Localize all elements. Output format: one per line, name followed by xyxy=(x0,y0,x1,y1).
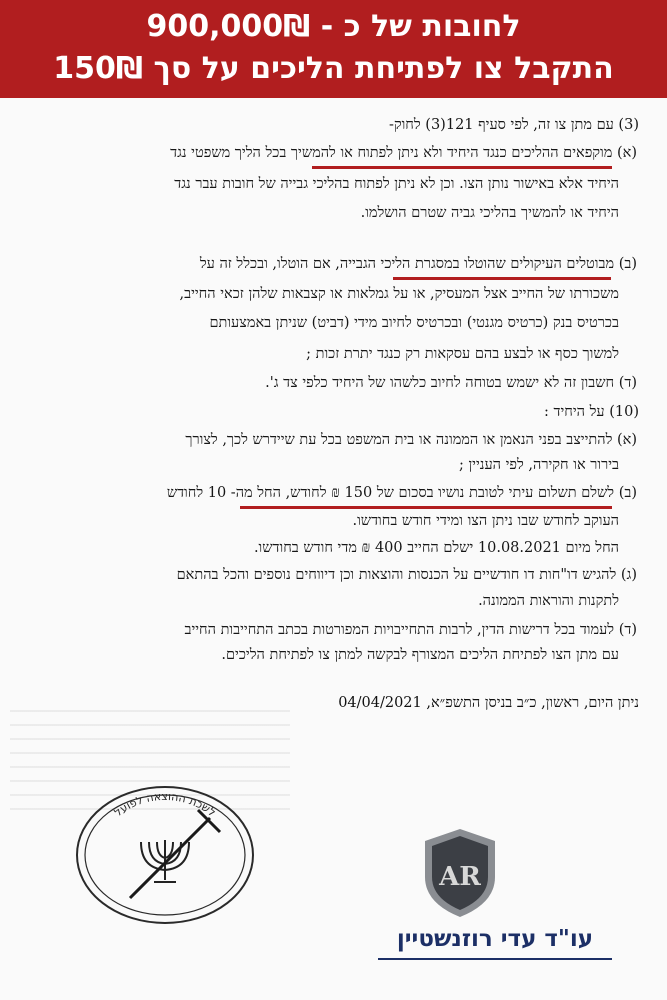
law-firm-shield-logo xyxy=(423,827,497,919)
doc-line: החל מיום 10.08.2021 ישלם החייב 400 ₪ מדי חודש בחודשו. xyxy=(253,540,619,556)
doc-line: (א) מוקפאים ההליכים כנגד היחיד ולא ניתן לפתוח או להמשיך בכל הליך משפטי נגד xyxy=(170,145,637,161)
doc-line: (ד) חשבון זה לא ישמש בטוחה לחיוב כלשהו של היחיד כלפי צד ג'. xyxy=(265,375,637,391)
doc-line: (ב) לשלם תשלום עיתי לטובת נושיו בסכום של 150 ₪ לחודש, החל מה- 10 לחודש xyxy=(166,485,637,501)
banner-title-line-2: התקבל צו לפתיחת הליכים על סך 150₪ xyxy=(53,51,614,86)
doc-line: לתקנות והוראות הממונה. xyxy=(478,593,619,609)
doc-line: (10) על היחיד : xyxy=(544,404,639,420)
doc-line: העוקב לחודש שבו ניתן הצו ומידי חודש בחודשו. xyxy=(352,513,619,529)
doc-line: בירור או חקירה, לפי העניין ; xyxy=(458,457,619,473)
doc-line: (ד) לעמוד בכל דרישות הדין, לרבות התחייבויות המפורטות בכתב התחייבות החייב xyxy=(184,622,637,638)
title-banner xyxy=(0,0,667,98)
doc-line: (ב) מבוטלים העיקולים שהוטלו במסגרת הליכי הגבייה, אם הוטלו, ובכלל זה על xyxy=(199,256,637,272)
svg-text:לשכת ההוצאה לפועל: לשכת ההוצאה לפועל xyxy=(111,789,219,820)
official-stamp xyxy=(70,780,260,930)
lawyer-signature-name: עו"ד עדי רוזנשטיין xyxy=(396,926,594,952)
doc-line: (3) עם מתן צו זה, לפי סעיף 121(3) לחוק- xyxy=(388,117,639,133)
doc-line: משכורתו של החייב אצל המעסיק, או על גמלאות או קצבאות שלהן זכאי החייב, xyxy=(179,286,619,302)
highlight-underline xyxy=(240,506,612,509)
doc-line: עם מתן הצו לפתיחת הליכים המצורף לבקשה למתן צו לפתיחת הליכים. xyxy=(221,647,619,663)
signature-underline xyxy=(378,958,612,960)
date-line: ניתן היום, ראשון, כ״ב בניסן התשפ״א, 04/04/2021 xyxy=(338,695,639,711)
doc-line: היחיד או להמשיך בהליכי גביה שטרם הושלמו. xyxy=(360,205,619,221)
highlight-underline xyxy=(393,277,611,280)
doc-line: היחיד אלא באישור נותן הצו. וכן לא ניתן לפתוח בהליכי גבייה של חובות עבר נגד xyxy=(174,176,619,192)
doc-line: (א) להתייצב בפני הנאמן או הממונה או בית המשפט בכל עת שיידרש לכך, לצורך xyxy=(185,432,637,448)
svg-text:AR: AR xyxy=(439,862,481,892)
highlight-underline xyxy=(312,166,612,169)
doc-line: למשוך כסף או לבצע בהם עסקאות רק כנגד יתרת זכות ; xyxy=(306,346,619,362)
doc-line: (ג) להגיש דו"חות דו חודשיים על הכנסות והוצאות וכן דיווחים נוספים והכל בהתאם xyxy=(176,567,637,583)
banner-title-line-1: לחובות של כ - 900,000₪ xyxy=(146,9,521,44)
doc-line: בכרטיס בנק (כרטיס מגנטי) ובכרטיס לחיוב מידי (דביט) שניתן באמצעותם xyxy=(209,315,619,331)
